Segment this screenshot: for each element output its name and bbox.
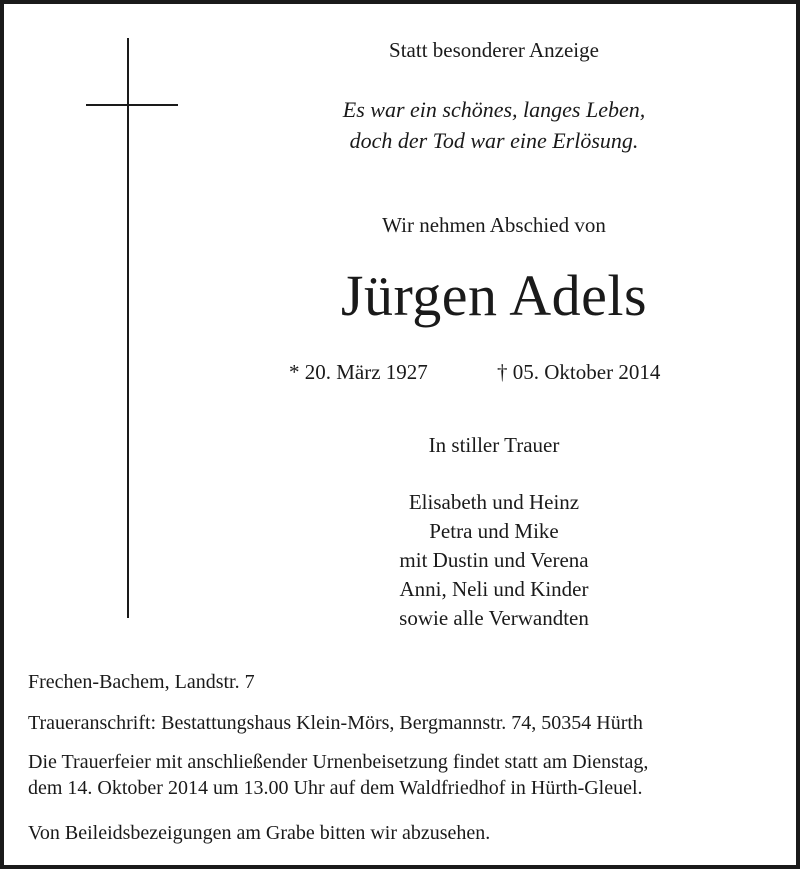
- cross-horizontal-bar: [86, 104, 178, 106]
- mourners-list: [199, 488, 789, 633]
- motto: [199, 94, 789, 156]
- notice-header: Statt besonderer Anzeige: [389, 38, 599, 62]
- mourner-item: Elisabeth und Heinz: [408, 490, 580, 514]
- mourner-item: Petra und Mike: [429, 519, 559, 543]
- farewell-intro: Wir nehmen Abschied von: [382, 213, 606, 237]
- mourner-item: Anni, Neli und Kinder: [399, 577, 589, 601]
- mourning-phrase: In stiller Trauer: [428, 433, 560, 457]
- motto-line-2: doch der Tod war eine Erlösung.: [349, 128, 639, 153]
- ceremony-line-1: Die Trauerfeier mit anschließender Urnenbeisetzung findet statt am Dienstag,: [28, 751, 649, 773]
- death-date: † 05. Oktober 2014: [497, 360, 661, 384]
- mourner-item: sowie alle Verwandten: [399, 606, 589, 630]
- cross-vertical-bar: [127, 38, 129, 618]
- family-address: Frechen-Bachem, Landstr. 7: [28, 671, 255, 693]
- ceremony-info: [28, 749, 772, 801]
- funeral-home-address: Traueranschrift: Bestattungshaus Klein-Mörs, Bergmannstr. 74, 50354 Hürth: [28, 712, 643, 734]
- deceased-name: Jürgen Adels: [340, 263, 648, 328]
- mourner-item: mit Dustin und Verena: [399, 548, 589, 572]
- motto-line-1: Es war ein schönes, langes Leben,: [342, 97, 646, 122]
- ceremony-line-2: dem 14. Oktober 2014 um 13.00 Uhr auf dem Waldfriedhof in Hürth-Gleuel.: [28, 777, 643, 799]
- condolence-note: Von Beileidsbezeigungen am Grabe bitten wir abzusehen.: [28, 822, 491, 844]
- birth-date: * 20. März 1927: [289, 360, 428, 384]
